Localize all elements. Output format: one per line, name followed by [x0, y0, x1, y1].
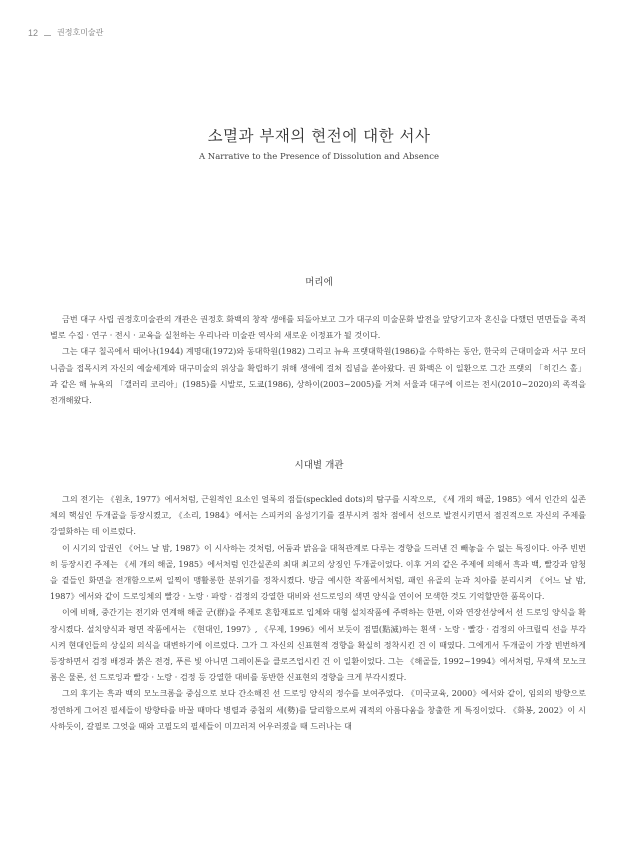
intro-body [50, 311, 586, 408]
header-divider [44, 35, 51, 36]
paragraph: 이 시기의 압권인 《어느 날 밤, 1987》이 시사하는 것처럼, 어둠과 밝음을 대척관계로 다루는 경향을 드러낸 건 빼놓을 수 없는 특징이다. 아주 빈번히 등장시킨 주제는 《세 개의 해골, 1985》에서처럼 인간실존의 최대 최고의 상징인 두개골이었다. 이후 거의 같은 주제에 의해서 흑과 백, 빨강과 암청을 곁들인 화면을 전개함으로써 일찍이 맹활롱한 분위기를 정착시켰다. 방금 예시한 작품에서처럼, 패인 유골의 눈과 치아를 분리시켜 《어느 날 밤, 1987》에서와 같이 드로잉체의 빨강 · 노랑 · 파랑 · 검정의 강열한 대비와 선드로잉의 색면 양식을 연이어 모색한 것도 기억할만한 품목이다. [50, 542, 586, 602]
paragraph: 그의 전기는 《원초, 1977》에서처럼, 근원적인 요소인 얼룩의 점들(speckled dots)의 탐구를 시작으로, 《세 개의 해골, 1985》에서 인간의 실존체의 핵심인 두개골을 등장시켰고, 《소리, 1984》에서는 스피커의 음성기기를 결부시켜 점차 점에서 선으로 발전시키면서 점진적으로 자신의 주제를 강열화하는 데 이르렀다. [50, 494, 586, 537]
paragraph: 그는 대구 칠곡에서 태어나(1944) 계명대(1972)와 동대학원(1982) 그리고 뉴욕 프랫대학원(1986)을 수학하는 동안, 한국의 근대미술과 서구 모더니즘을 접목시켜 자신의 예술세계와 대구미술의 위상을 확립하기 위해 생애에 걸쳐 집념을 쏟아왔다. 권 화백은 이 일환으로 그간 프랫의 「히긴스 홀」과 같은 해 뉴욕의 「갤러리 코리아」(1985)를 시발로, 도쿄(1986), 상하이(2003~2005)를 거쳐 서울과 대구에 이르는 전시(2010~2020)의 족적을 전개해왔다. [50, 346, 586, 406]
article-subtitle: A Narrative to the Presence of Dissolution and Absence [198, 152, 440, 162]
section-heading-intro: 머리에 [305, 277, 333, 288]
paragraph: 이에 비해, 중간기는 전기와 연계해 해골 군(群)을 주제로 혼합재료로 입체와 대형 설치작품에 주력하는 한편, 이와 연장선상에서 선 드로잉 양식을 확장시켰다. 설치양식과 평면 작품에서는 《현대인, 1997》, 《무제, 1996》에서 보듯이 점멸(點滅)하는 흰색 · 노랑 · 빨강 · 검정의 아크릴릭 선을 부각시켜 현대인들의 상실의 의식을 대변하기에 이르렀다. 그가 그 자신의 신표현적 경향을 확실히 정착시킨 건 이 때였다. 그에게서 두개골이 가장 빈번하게 등장하면서 검정 배경과 붉은 전경, 푸른 빛 아니면 그레이톤을 클로즈업시킨 건 이 일환이었다. 그는 《해골들, 1992~1994》에서처럼, 무채색 모노크롬은 물론, 선 드로잉과 빨강 · 노랑 · 검정 등 강열한 대비를 동반한 신표현의 경향을 크게 부각시켰다. [50, 607, 586, 683]
page-number: 12 [28, 27, 39, 38]
periods-body [50, 491, 586, 734]
running-title: 권정호미술관 [57, 28, 104, 37]
paragraph: 그의 후기는 흑과 백의 모노크롬을 중심으로 보다 간소해진 선 드로잉 양식의 정수를 보여주었다. 《미국교육, 2000》에서와 같이, 임의의 방향으로 정연하게 그어진 필세들이 방향타를 바꿀 때마다 병렬과 중첩의 세(勢)를 달리함으로써 궤적의 아름다움을 창출한 게 특징이었다. 《화봉, 2002》이 시사하듯이, 갈필로 그엇을 때와 고필도의 필세들이 미끄러져 어우러졌을 때 드러나는 대 [50, 688, 586, 731]
paragraph: 금번 대구 사립 권정호미술관의 개관은 권정호 화백의 창작 생애를 되돌아보고 그가 대구의 미술문화 발전을 앞당기고자 혼신을 다했던 면면들을 족적 별로 수집 · 연구 · 전시 · 교육을 실천하는 우리나라 미술관 역사의 새로운 이정표가 될 것이다. [50, 314, 586, 341]
section-heading-periods: 시대별 개관 [294, 460, 344, 471]
article-title: 소멸과 부재의 현전에 대한 서사 [207, 127, 431, 145]
running-header [28, 27, 103, 38]
